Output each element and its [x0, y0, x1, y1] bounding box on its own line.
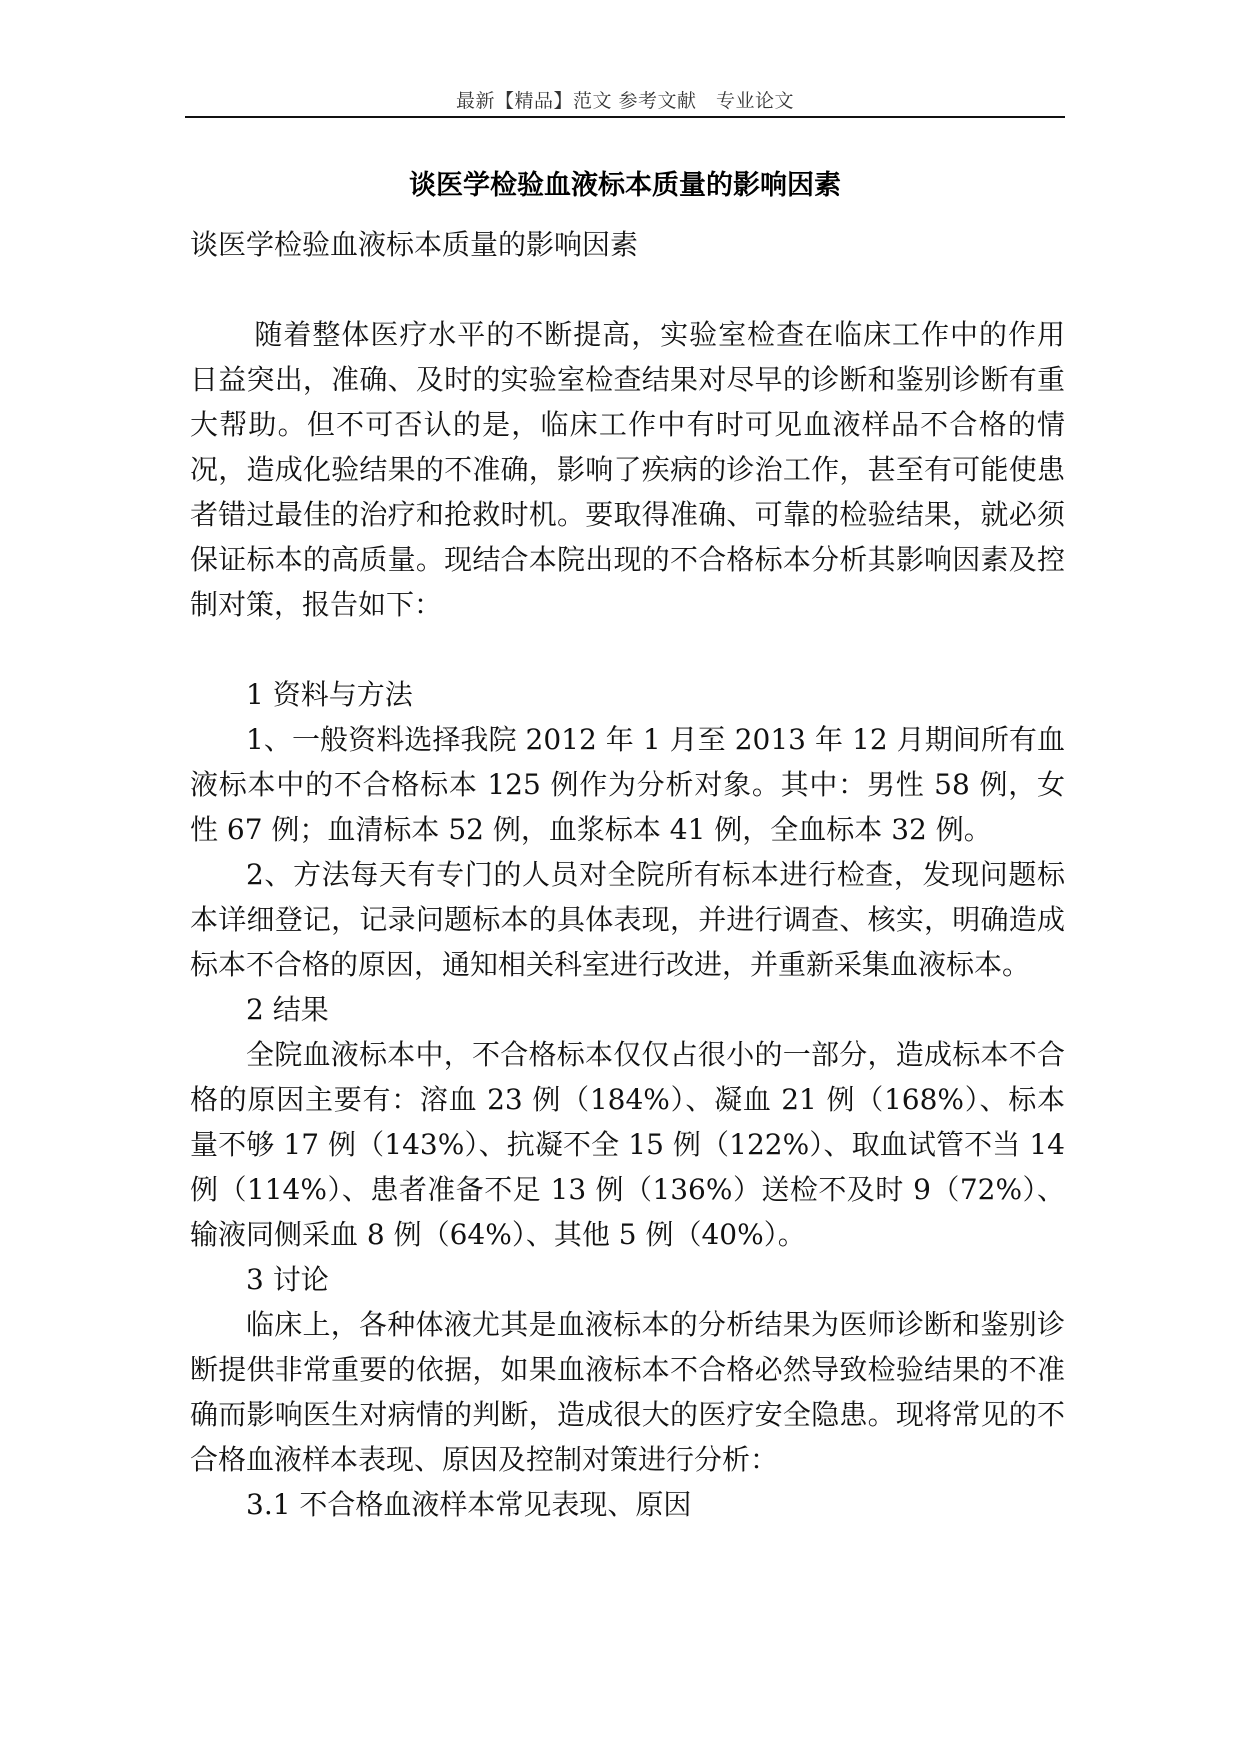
section-3-heading: 3 讨论 [246, 1263, 329, 1296]
document-title: 谈医学检验血液标本质量的影响因素 [409, 170, 841, 201]
page-header: 最新【精品】范文 参考文献 专业论文 [455, 90, 795, 112]
intro-paragraph: 随着整体医疗水平的不断提高，实验室检查在临床工作中的作用日益突出，准确、及时的实验室检查结果对尽早的诊断和鉴别诊断有重大帮助。但不可否认的是，临床工作中有时可见血液样品不合格的情况，造成化验结果的不准确，影响了疾病的诊治工作，甚至有可能使患者错过最佳的治疗和抢救时机。要取得准确、可靠的检验结果，就必须保证标本的高质量。现结合本院出现的不合格标本分析其影响因素及控制对策，报告如下： [190, 318, 1065, 621]
section-1-paragraph-1: 1、一般资料选择我院 2012 年 1 月至 2013 年 12 月期间所有血液标本中的不合格标本 125 例作为分析对象。其中：男性 58 例，女性 67 例；血清标本 52 例，血浆标本 41 例，全血标本 32 例。 [190, 723, 1065, 846]
section-2-heading: 2 结果 [246, 993, 329, 1026]
section-1-paragraph-2: 2、方法每天有专门的人员对全院所有标本进行检查，发现问题标本详细登记，记录问题标本的具体表现，并进行调查、核实，明确造成标本不合格的原因，通知相关科室进行改进，并重新采集血液标本。 [190, 858, 1065, 981]
header-rule [185, 116, 1065, 118]
document-body [190, 222, 1065, 1527]
paragraph-gap [190, 627, 1065, 672]
section-1-heading: 1 资料与方法 [246, 678, 413, 711]
section-3-1-heading: 3.1 不合格血液样本常见表现、原因 [246, 1488, 692, 1521]
document-subtitle: 谈医学检验血液标本质量的影响因素 [190, 228, 639, 261]
section-3-paragraph-1: 临床上，各种体液尤其是血液标本的分析结果为医师诊断和鉴别诊断提供非常重要的依据，如果血液标本不合格必然导致检验结果的不准确而影响医生对病情的判断，造成很大的医疗安全隐患。现将常见的不合格血液样本表现、原因及控制对策进行分析： [190, 1308, 1065, 1476]
section-2-paragraph-1: 全院血液标本中，不合格标本仅仅占很小的一部分，造成标本不合格的原因主要有：溶血 23 例（184%）、凝血 21 例（168%）、标本量不够 17 例（143%）、抗凝不全 15 例（122%）、取血试管不当 14 例（114%）、患者准备不足 13 例（136%）送检不及时 9（72%）、输液同侧采血 8 例（64%）、其他 5 例（40%）。 [190, 1038, 1065, 1251]
